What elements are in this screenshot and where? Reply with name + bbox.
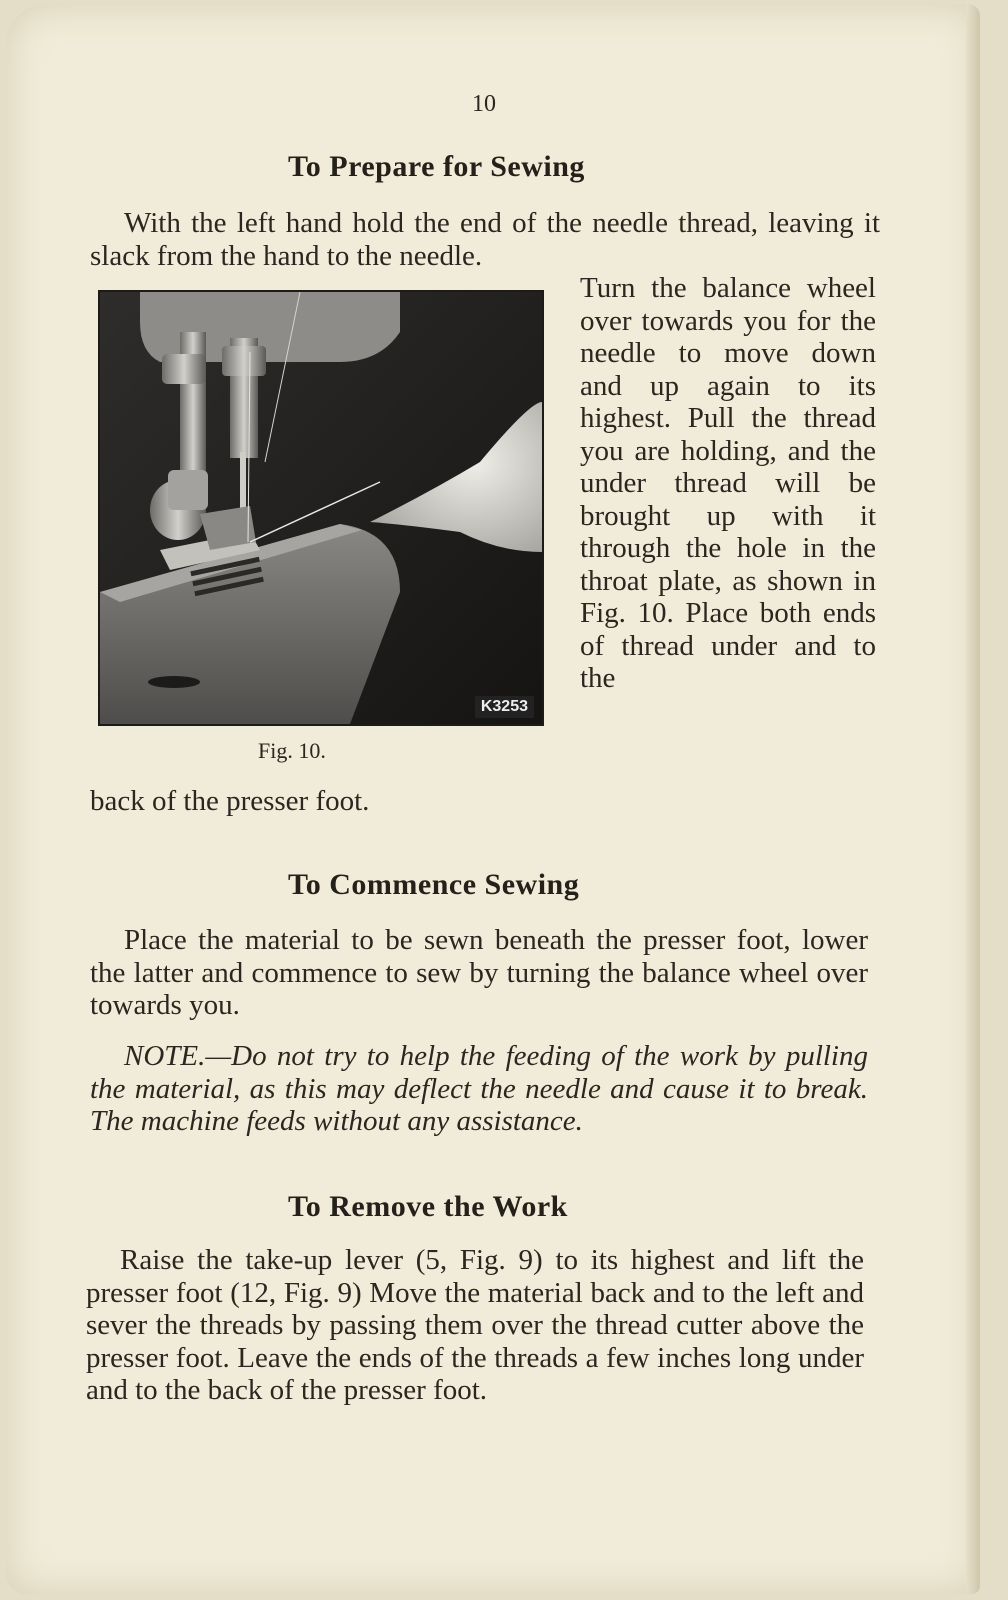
heading-prepare-for-sewing: To Prepare for Sewing [288, 150, 585, 183]
heading-commence-sewing: To Commence Sewing [288, 868, 580, 901]
paragraph-prepare-top: With the left hand hold the end of the needle thread, leaving it slack from the hand to the needle. [90, 207, 880, 272]
page-edge [966, 4, 980, 1594]
note-paragraph: NOTE.—Do not try to help the feeding of the work by pulling the material, as this may deflect the needle and cause it to break. The machine feeds without any assistance. [90, 1040, 868, 1137]
figure-caption: Fig. 10. [258, 738, 326, 763]
figure-code-label: K3253 [475, 696, 534, 718]
paragraph-prepare-bottom: back of the presser foot. [90, 785, 370, 817]
booklet-page [6, 4, 980, 1594]
paragraph-prepare-side: Turn the balance wheel over towards you for the needle to move down and up again to its highest. Pull the thread you are holding, and the under thread will be brought up with it through the hole in the throat plate, as shown in Fig. 10. Place both ends of thread under and to the [580, 272, 876, 694]
figure-sewing-machine-photo [98, 290, 544, 726]
heading-remove-work: To Remove the Work [288, 1190, 568, 1223]
sewing-machine-illustration [100, 292, 542, 724]
page-number: 10 [472, 91, 496, 117]
paragraph-remove-work: Raise the take-up lever (5, Fig. 9) to its highest and lift the presser foot (12, Fig. 9) Move the material back and to the left and sever the threads by passing them over the thread cutter above the presser foot. Leave the ends of the threads a few inches long under and to the back of the presser foot. [86, 1244, 864, 1406]
paragraph-commence-sewing: Place the material to be sewn beneath the presser foot, lower the latter and commence to sew by turning the balance wheel over towards you. [90, 924, 868, 1021]
